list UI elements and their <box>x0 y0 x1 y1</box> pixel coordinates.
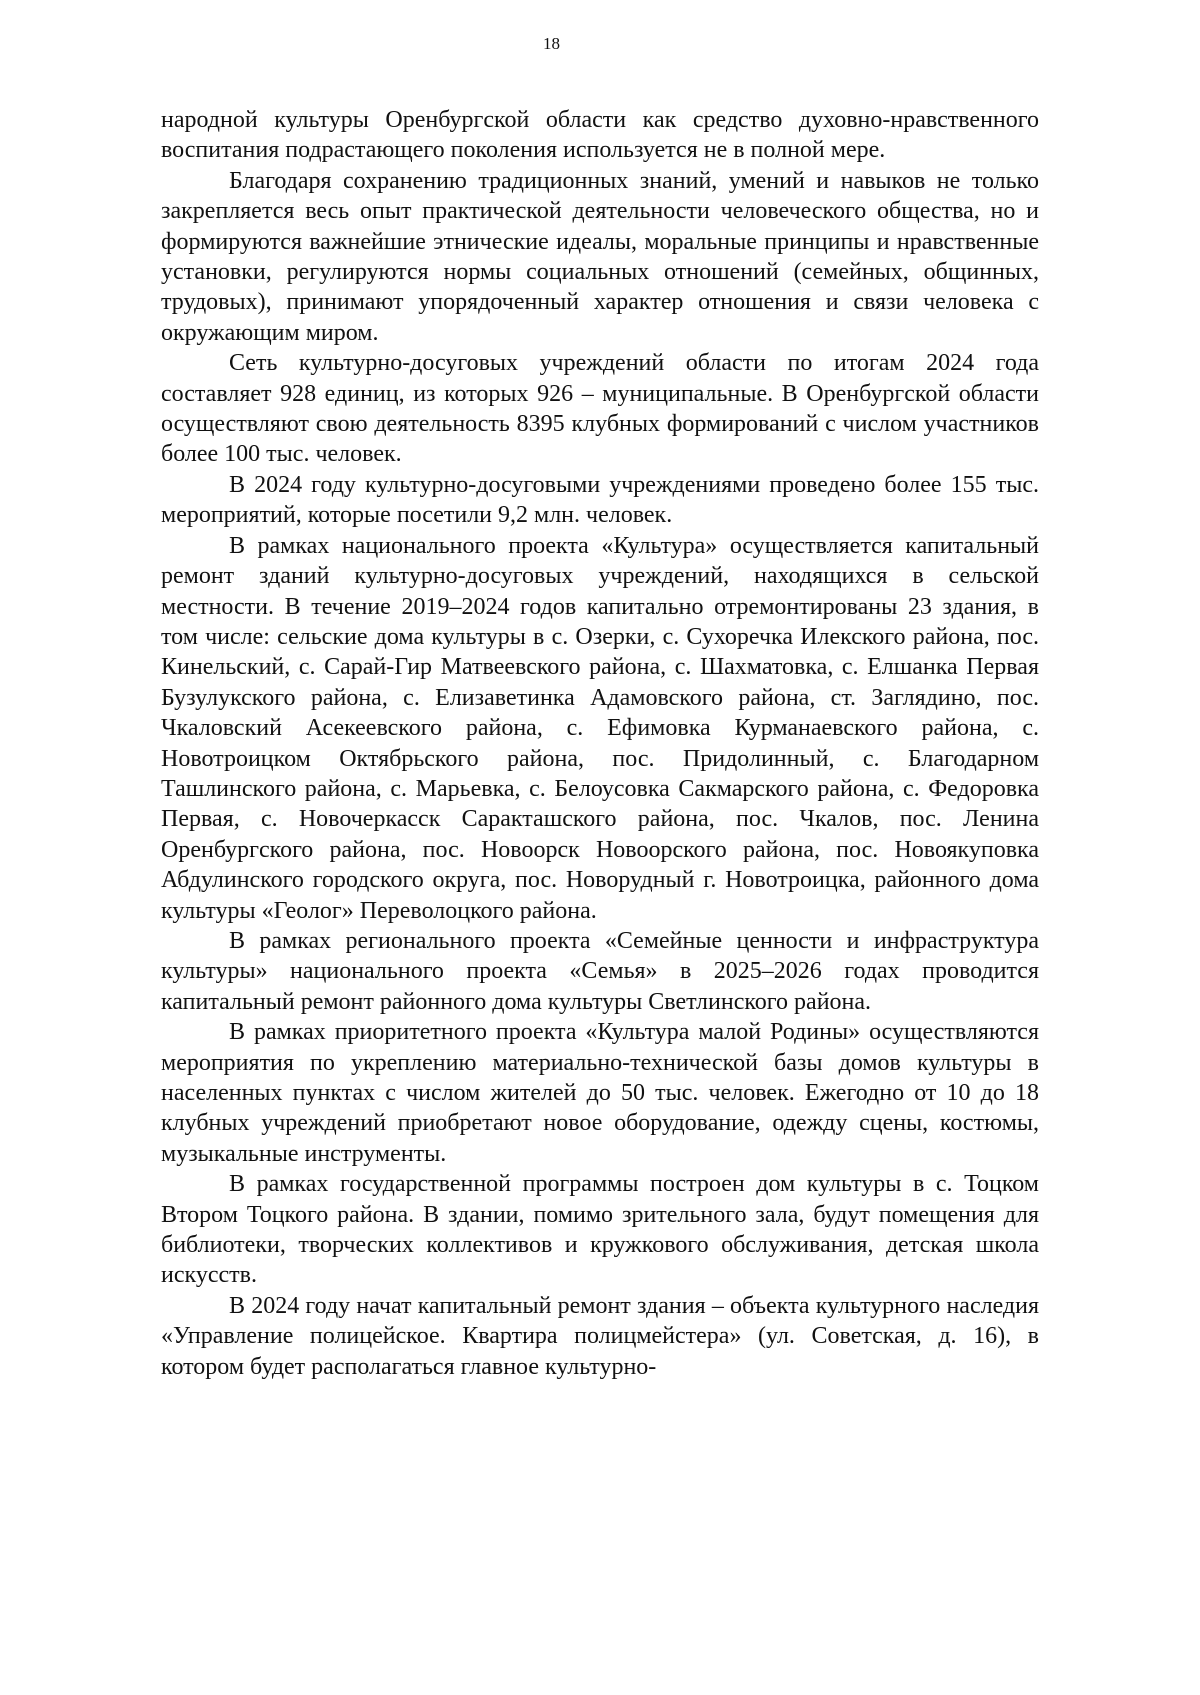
paragraph: народной культуры Оренбургской области как средство духовно-нравственного воспитания подрастающего поколения используется не в полной мере. <box>161 107 1039 164</box>
page-number: 18 <box>543 34 560 53</box>
paragraph: В рамках государственной программы построен дом культуры в с. Тоцком Втором Тоцкого района. В здании, помимо зрительного зала, будут помещения для библиотеки, творческих коллективов и кружкового обслуживания, детская школа искусств. <box>161 1171 1039 1289</box>
document-body <box>161 105 1039 1382</box>
paragraph: В рамках национального проекта «Культура» осуществляется капитальный ремонт зданий культурно-досуговых учреждений, находящихся в сельской местности. В течение 2019–2024 годов капитально отремонтированы 23 здания, в том числе: сельские дома культуры в с. Озерки, с. Сухоречка Илекского района, пос. Кинельский, с. Сарай-Гир Матвеевского района, с. Шахматовка, с. Елшанка Первая Бузулукского района, с. Елизаветинка Адамовского района, ст. Заглядино, пос. Чкаловский Асекеевского района, с. Ефимовка Курманаевского района, с. Новотроицком Октябрьского района, пос. Придолинный, с. Благодарном Ташлинского района, с. Марьевка, с. Белоусовка Сакмарского района, с. Федоровка Первая, с. Новочеркасск Саракташского района, пос. Чкалов, пос. Ленина Оренбургского района, пос. Новоорск Новоорского района, пос. Новоякуповка Абдулинского городского округа, пос. Новорудный г. Новотроицка, районного дома культуры «Геолог» Переволоцкого района. <box>161 532 1039 924</box>
paragraph: В 2024 году культурно-досуговыми учреждениями проведено более 155 тыс. мероприятий, которые посетили 9,2 млн. человек. <box>161 471 1039 529</box>
paragraph: Благодаря сохранению традиционных знаний, умений и навыков не только закрепляется весь опыт практической деятельности человеческого общества, но и формируются важнейшие этнические идеалы, моральные принципы и нравственные установки, регулируются нормы социальных отношений (семейных, общинных, трудовых), принимают упорядоченный характер отношения и связи человека с окружающим миром. <box>161 167 1039 346</box>
paragraph: В 2024 году начат капитальный ремонт здания – объекта культурного наследия «Управление полицейское. Квартира полицмейстера» (ул. Советская, д. 16), в котором будет располагаться главное культурно- <box>161 1292 1039 1380</box>
paragraph: В рамках регионального проекта «Семейные ценности и инфраструктура культуры» национального проекта «Семья» в 2025–2026 годах проводится капитальный ремонт районного дома культуры Светлинского района. <box>161 927 1039 1015</box>
paragraph: Сеть культурно-досуговых учреждений области по итогам 2024 года составляет 928 единиц, из которых 926 – муниципальные. В Оренбургской области осуществляют свою деятельность 8395 клубных формирований с числом участников более 100 тыс. человек. <box>161 350 1039 468</box>
paragraph: В рамках приоритетного проекта «Культура малой Родины» осуществляются мероприятия по укреплению материально-технической базы домов культуры в населенных пунктах с числом жителей до 50 тыс. человек. Ежегодно от 10 до 18 клубных учреждений приобретают новое оборудование, одежду сцены, костюмы, музыкальные инструменты. <box>161 1019 1039 1167</box>
